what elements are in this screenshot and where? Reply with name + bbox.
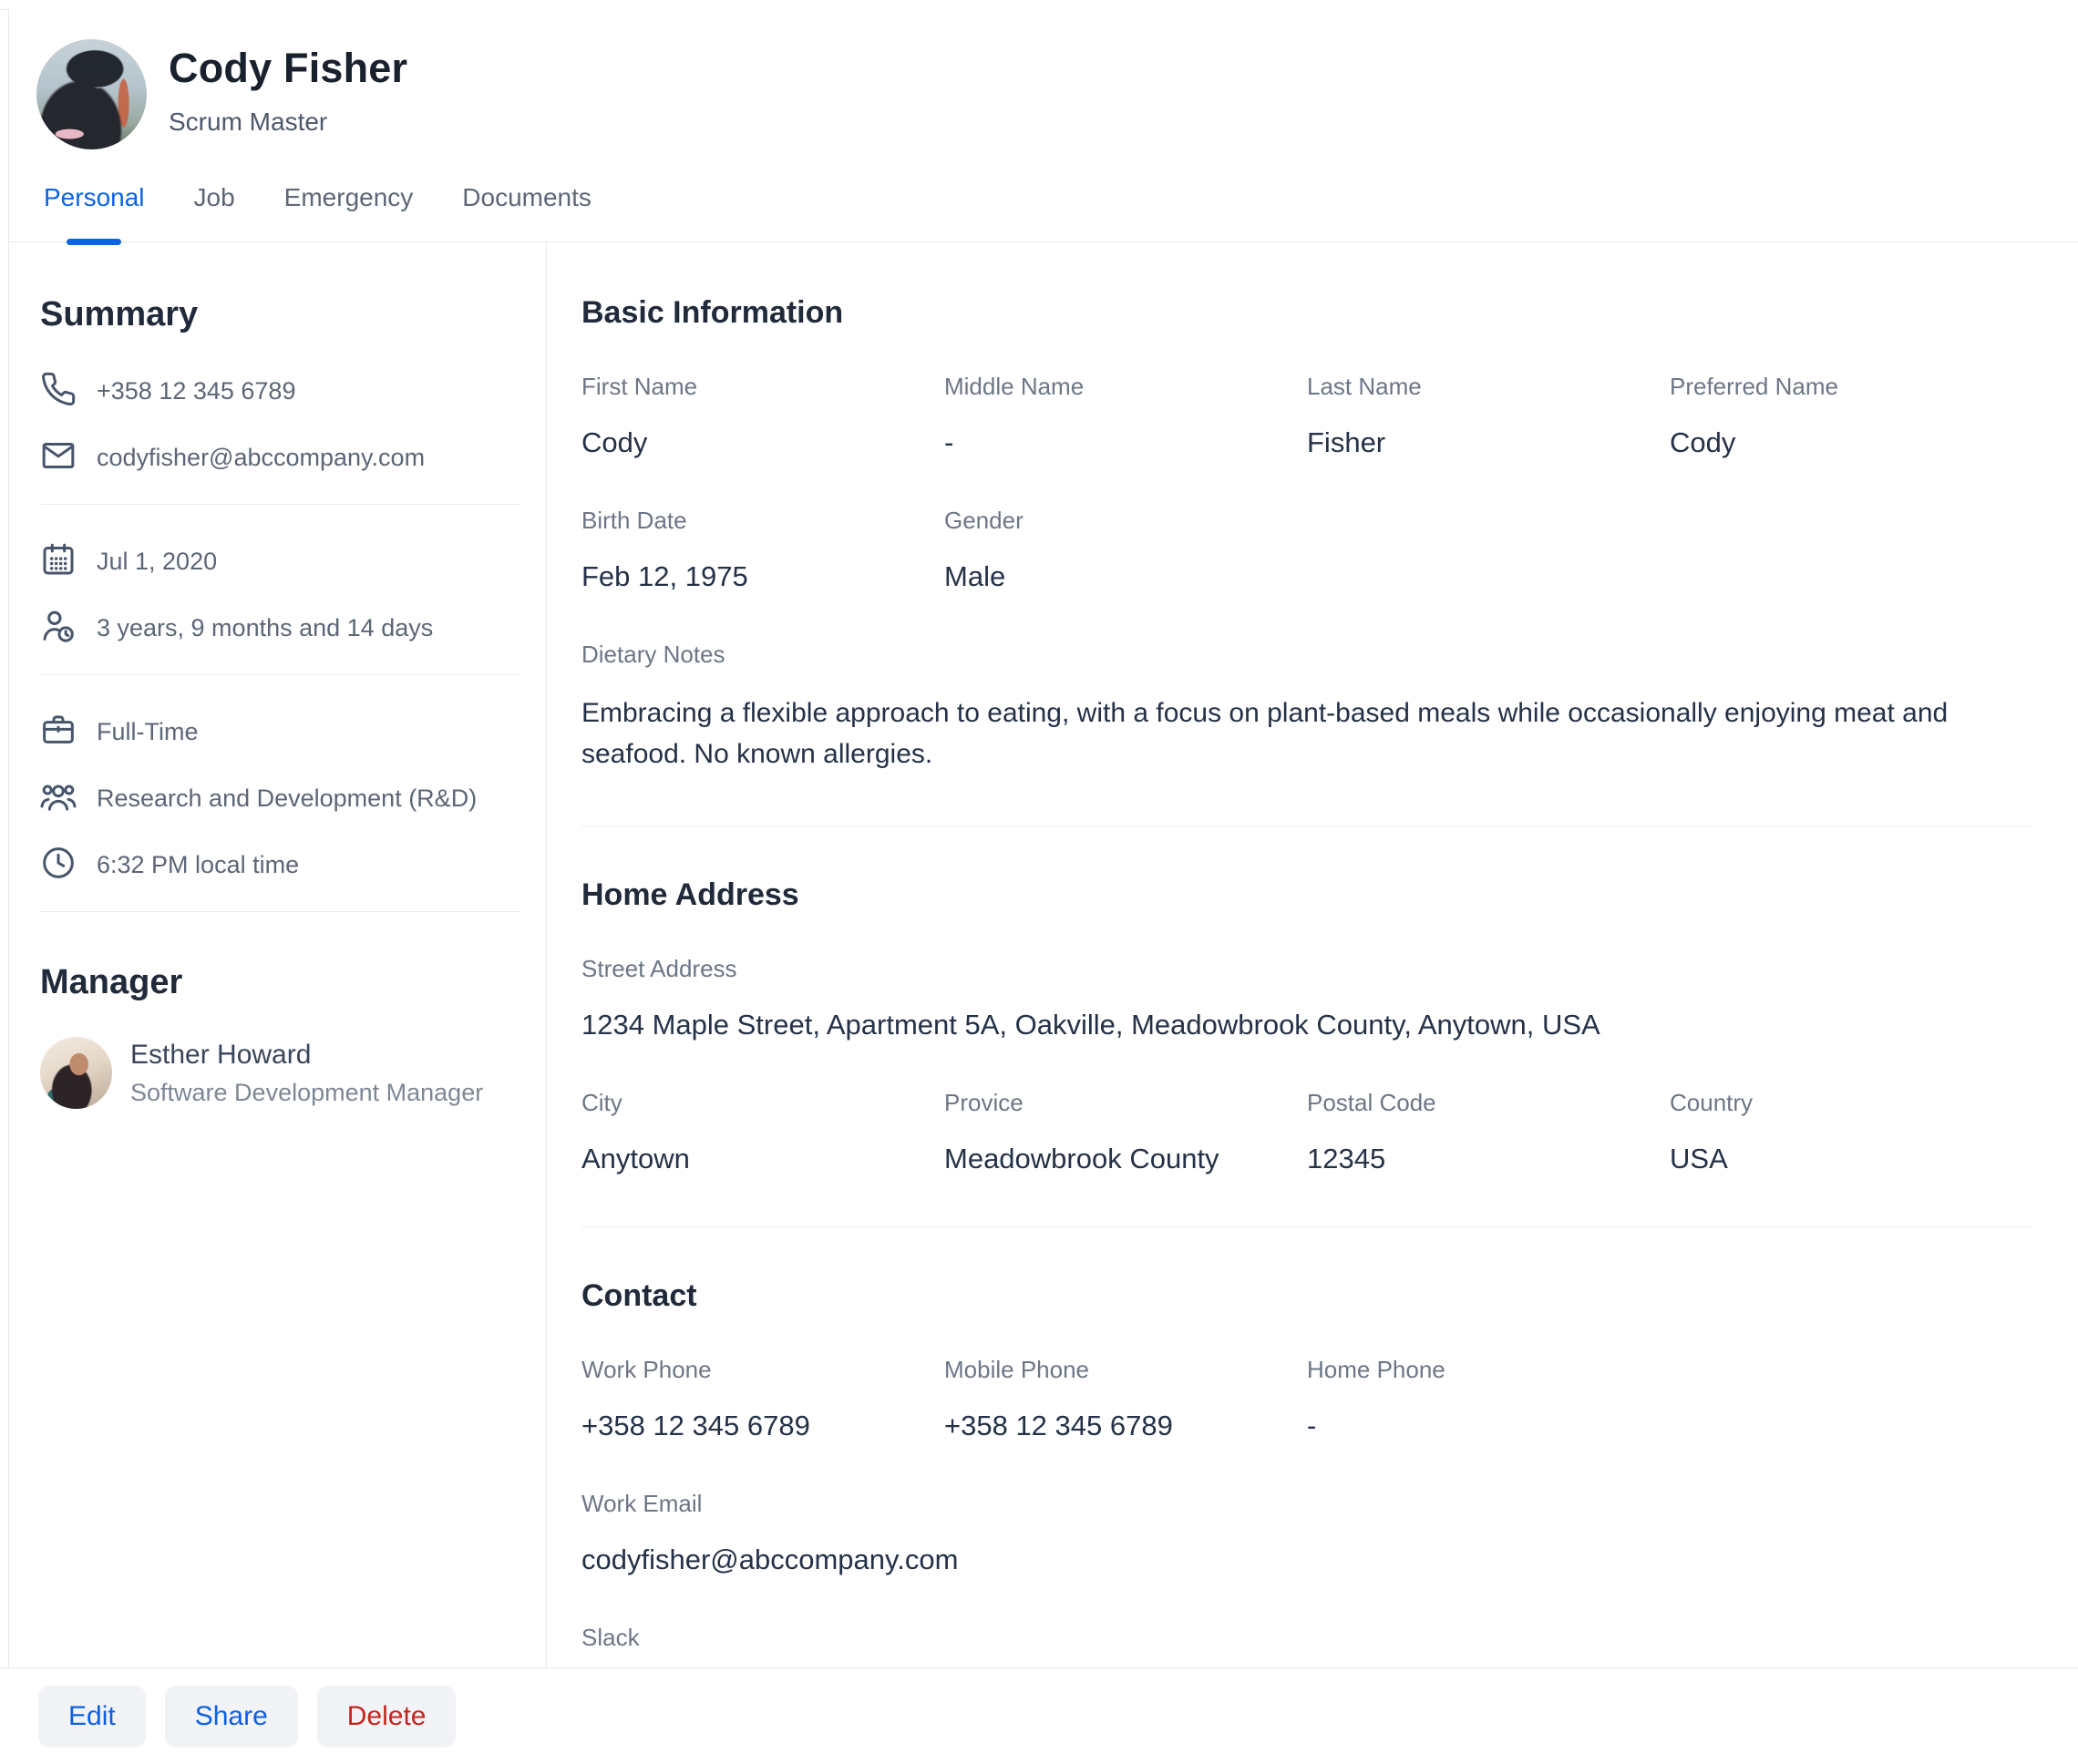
field-value: - bbox=[1307, 1410, 1317, 1441]
field-first-name bbox=[581, 373, 944, 459]
field-label: Work Phone bbox=[581, 1356, 712, 1383]
phone-icon bbox=[40, 371, 77, 412]
home-address-section bbox=[581, 877, 2032, 1175]
manager-name: Esther Howard bbox=[130, 1039, 312, 1070]
edit-button[interactable]: Edit bbox=[38, 1686, 146, 1748]
field-label: Slack bbox=[581, 1624, 640, 1651]
field-value: Feb 12, 1975 bbox=[581, 560, 748, 592]
sidebar-divider bbox=[40, 504, 520, 505]
tab-job[interactable]: Job bbox=[193, 183, 235, 211]
manager-card[interactable] bbox=[40, 1037, 520, 1109]
employee-name: Cody Fisher bbox=[169, 45, 408, 91]
team-icon bbox=[40, 778, 77, 819]
field-value: +358 12 345 6789 bbox=[944, 1410, 1173, 1441]
field-gender bbox=[944, 507, 1307, 593]
field-birth-date bbox=[581, 507, 944, 593]
field-value: Anytown bbox=[581, 1143, 690, 1174]
field-label: Dietary Notes bbox=[581, 641, 725, 668]
field-mobile-phone bbox=[944, 1356, 1307, 1442]
field-street-address bbox=[581, 955, 2032, 1041]
profile-tabs bbox=[9, 182, 2078, 242]
summary-sidebar bbox=[9, 242, 547, 1667]
start-date: Jul 1, 2020 bbox=[97, 548, 218, 575]
field-middle-name bbox=[944, 373, 1307, 459]
field-label: Postal Code bbox=[1307, 1089, 1436, 1116]
panel-top-edge bbox=[0, 9, 8, 10]
field-label: Work Email bbox=[581, 1490, 703, 1517]
summary-title: Summary bbox=[40, 295, 199, 333]
tab-documents[interactable]: Documents bbox=[462, 183, 592, 211]
employee-job-title: Scrum Master bbox=[169, 108, 328, 136]
field-value: Cody bbox=[1670, 426, 1736, 458]
contact-section bbox=[581, 1278, 2032, 1652]
field-value: 1234 Maple Street, Apartment 5A, Oakville, Meadowbrook County, Anytown, USA bbox=[581, 1009, 1600, 1041]
local-time-row bbox=[40, 845, 520, 886]
contact-title: Contact bbox=[581, 1278, 697, 1313]
field-home-phone bbox=[1307, 1356, 1670, 1442]
field-slack bbox=[581, 1624, 2032, 1652]
employment-type: Full-Time bbox=[97, 718, 199, 745]
field-value: Cody bbox=[581, 426, 648, 458]
employment-type-row bbox=[40, 712, 520, 753]
field-label: Middle Name bbox=[944, 373, 1085, 400]
basic-information-title: Basic Information bbox=[581, 295, 844, 330]
home-address-title: Home Address bbox=[581, 877, 799, 912]
field-label: Street Address bbox=[581, 955, 737, 982]
content-area bbox=[9, 242, 2078, 1667]
field-work-phone bbox=[581, 1356, 944, 1442]
field-value: Meadowbrook County bbox=[944, 1143, 1219, 1174]
local-time: 6:32 PM local time bbox=[97, 851, 300, 878]
field-preferred-name bbox=[1670, 373, 2032, 459]
clock-icon bbox=[40, 845, 77, 886]
dietary-notes-text: Embracing a flexible approach to eating, with a focus on plant-based meals while occasionally enjoying meat and seafood. No known allergies. bbox=[581, 698, 1949, 769]
personal-details bbox=[547, 242, 2078, 1667]
email-row bbox=[40, 437, 520, 478]
field-value: - bbox=[944, 426, 954, 458]
field-last-name bbox=[1307, 373, 1670, 459]
start-date-row bbox=[40, 541, 520, 582]
manager-role: Software Development Manager bbox=[130, 1078, 484, 1106]
manager-identity bbox=[130, 1040, 483, 1107]
department: Research and Development (R&D) bbox=[97, 785, 478, 812]
phone-row bbox=[40, 371, 520, 412]
employee-avatar bbox=[36, 39, 147, 149]
employee-identity bbox=[169, 39, 407, 149]
action-bar bbox=[0, 1667, 2078, 1764]
delete-button[interactable]: Delete bbox=[317, 1686, 457, 1748]
calendar-icon bbox=[40, 541, 77, 582]
field-postal-code bbox=[1307, 1089, 1670, 1175]
address-row bbox=[581, 1089, 2032, 1175]
field-label: Provice bbox=[944, 1089, 1024, 1116]
tenure: 3 years, 9 months and 14 days bbox=[97, 614, 434, 641]
contact-phones-row bbox=[581, 1356, 2032, 1442]
field-value: Male bbox=[944, 560, 1006, 592]
basic-info-row-1 bbox=[581, 373, 2032, 459]
field-dietary-notes bbox=[581, 641, 2032, 774]
field-country bbox=[1670, 1089, 2032, 1175]
field-label: Last Name bbox=[1307, 373, 1422, 400]
email-address: codyfisher@abccompany.com bbox=[97, 444, 426, 471]
person-clock-icon bbox=[40, 608, 77, 649]
field-label: City bbox=[581, 1089, 622, 1116]
department-row bbox=[40, 778, 520, 819]
tab-personal[interactable]: Personal bbox=[44, 182, 145, 241]
field-label: Country bbox=[1670, 1089, 1754, 1116]
field-province bbox=[944, 1089, 1307, 1175]
sidebar-divider bbox=[40, 911, 520, 912]
manager-title: Manager bbox=[40, 963, 183, 1001]
field-label: Birth Date bbox=[581, 507, 687, 534]
manager-avatar bbox=[40, 1037, 112, 1109]
mail-icon bbox=[40, 437, 77, 478]
share-button[interactable]: Share bbox=[165, 1686, 298, 1748]
tab-emergency[interactable]: Emergency bbox=[283, 183, 414, 211]
summary-rows bbox=[40, 371, 520, 912]
field-value: codyfisher@abccompany.com bbox=[581, 1544, 959, 1575]
field-label: Preferred Name bbox=[1670, 373, 1838, 400]
basic-info-row-2 bbox=[581, 507, 2032, 593]
sidebar-divider bbox=[40, 674, 520, 675]
field-work-email bbox=[581, 1490, 2032, 1576]
basic-information-section bbox=[581, 295, 2032, 774]
profile-header bbox=[9, 0, 2078, 149]
tenure-row bbox=[40, 608, 520, 649]
field-value: +358 12 345 6789 bbox=[581, 1410, 810, 1441]
section-divider bbox=[581, 1226, 2032, 1227]
field-label: Home Phone bbox=[1307, 1356, 1445, 1383]
field-value: Fisher bbox=[1307, 426, 1386, 458]
field-label: First Name bbox=[581, 373, 698, 400]
field-label: Mobile Phone bbox=[944, 1356, 1089, 1383]
field-city bbox=[581, 1089, 944, 1175]
field-label: Gender bbox=[944, 507, 1024, 534]
field-value: 12345 bbox=[1307, 1143, 1386, 1174]
field-value: USA bbox=[1670, 1143, 1728, 1174]
briefcase-icon bbox=[40, 712, 77, 753]
phone-number: +358 12 345 6789 bbox=[97, 377, 296, 405]
